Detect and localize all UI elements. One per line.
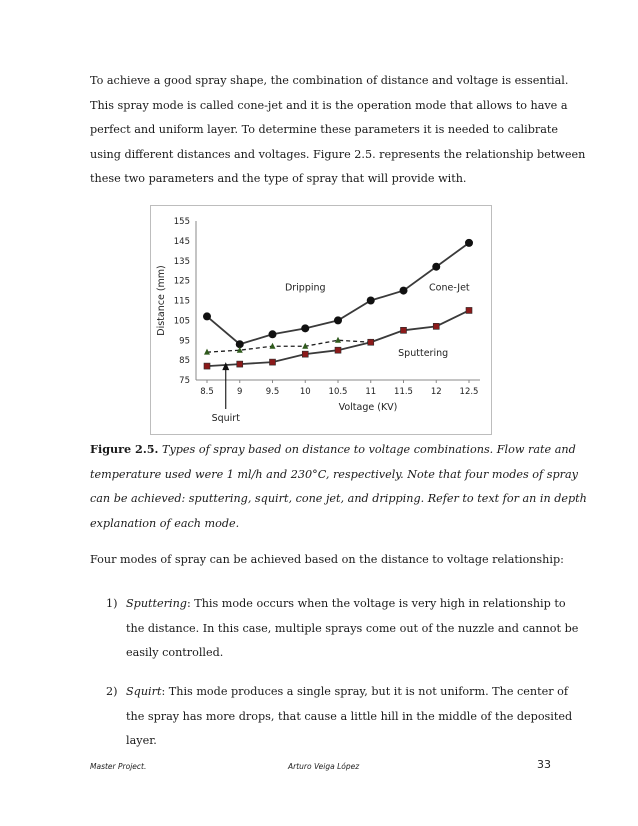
annotation-label: Sputtering (398, 348, 449, 360)
footer-author: Arturo Veiga López (288, 762, 360, 771)
annotation-label: Squirt (211, 413, 240, 424)
data-point-upper (432, 263, 440, 271)
y-tick-label: 135 (173, 256, 190, 267)
data-point-lower (302, 351, 308, 357)
chart-svg (150, 205, 492, 435)
data-point-upper (301, 324, 309, 332)
x-tick-label: 12 (430, 387, 442, 397)
y-tick-label: 95 (179, 336, 190, 347)
x-tick-label: 11.5 (394, 387, 413, 397)
data-point-lower (204, 363, 210, 369)
chart-border (151, 206, 492, 435)
x-tick-label: 9 (237, 387, 243, 397)
data-point-lower (335, 347, 341, 353)
y-tick-label: 145 (173, 236, 190, 247)
list-item-text: : This mode produces a single spray, but it is not uniform. The center of (161, 685, 569, 698)
data-point-lower (270, 359, 276, 365)
data-point-upper (334, 316, 342, 324)
data-point-upper (465, 239, 473, 247)
caption-figure-label: Figure 2.5. (90, 442, 159, 456)
annotation-label: Dripping (284, 282, 326, 294)
list-item-term: Squirt (126, 685, 162, 698)
y-tick-label: 105 (173, 316, 190, 327)
y-tick-label: 155 (173, 217, 190, 227)
caption-line: explanation of each mode. (90, 516, 240, 530)
x-tick-label: 10.5 (328, 387, 348, 397)
caption-line: can be achieved: sputtering, squirt, cone jet, and dripping. Refer to text for an in depth (90, 492, 587, 506)
intro-line: This spray mode is called cone-jet and it is the operation mode that allows to have a (90, 98, 568, 112)
intro-line: perfect and uniform layer. To determine these parameters it is needed to calibrate (90, 123, 559, 137)
data-point-lower (237, 361, 243, 367)
list-item-line: the spray has more drops, that cause a little hill in the middle of the deposited (126, 709, 573, 723)
caption-text: Types of spray based on distance to voltage combinations. Flow rate and (161, 443, 576, 456)
y-tick-label: 125 (173, 276, 190, 287)
list-item-body (126, 680, 573, 754)
x-tick-label: 11 (365, 387, 377, 397)
data-point-upper (269, 330, 277, 338)
page-number: 33 (537, 758, 551, 771)
data-point-upper (203, 312, 211, 320)
data-point-lower (401, 327, 407, 333)
x-tick-label: 9.5 (265, 387, 280, 397)
list-item-line (126, 592, 566, 617)
list-item-line: the distance. In this case, multiple sprays come out of the nuzzle and cannot be (126, 621, 579, 635)
figure-caption (90, 437, 587, 536)
footer-left-text: Master Project. (90, 762, 147, 771)
y-tick-label: 75 (179, 376, 190, 386)
list-item-text: : This mode occurs when the voltage is very high in relationship to (186, 597, 566, 610)
list-item-line: easily controlled. (126, 646, 224, 660)
y-tick-label: 115 (173, 296, 190, 307)
data-point-upper (367, 297, 375, 305)
figure-chart (150, 205, 492, 435)
intro-line: using different distances and voltages. Figure 2.5. represents the relationship between (90, 147, 586, 161)
list-item-term: Sputtering (126, 597, 187, 610)
caption-line: temperature used were 1 ml/h and 230°C, respectively. Note that four modes of spray (90, 467, 578, 481)
data-point-lower (466, 307, 472, 313)
intro-line: To achieve a good spray shape, the combination of distance and voltage is essential. (90, 74, 569, 87)
list-item-number: 1) (106, 597, 118, 610)
list-item-line: layer. (126, 734, 157, 748)
y-tick-label: 85 (179, 356, 190, 367)
data-point-upper (400, 287, 408, 295)
data-point-lower (368, 339, 374, 345)
data-point-lower (433, 323, 439, 329)
list-item-line (126, 680, 569, 705)
modes-intro-line: Four modes of spray can be achieved based on the distance to voltage relationship: (90, 553, 564, 566)
modes-intro-paragraph (90, 548, 564, 573)
x-tick-label: 8.5 (200, 387, 214, 397)
list-item-body (126, 592, 579, 666)
list-item-number: 2) (106, 685, 118, 698)
intro-line: these two parameters and the type of spray that will provide with. (90, 172, 467, 186)
caption-line (90, 437, 576, 463)
annotation-label: Cone-Jet (429, 282, 470, 294)
x-tick-label: 10 (299, 387, 311, 397)
x-tick-label: 12.5 (459, 387, 479, 397)
x-axis-label: Voltage (KV) (338, 402, 398, 413)
intro-paragraph (90, 69, 586, 192)
y-axis-label: Distance (mm) (156, 265, 167, 336)
